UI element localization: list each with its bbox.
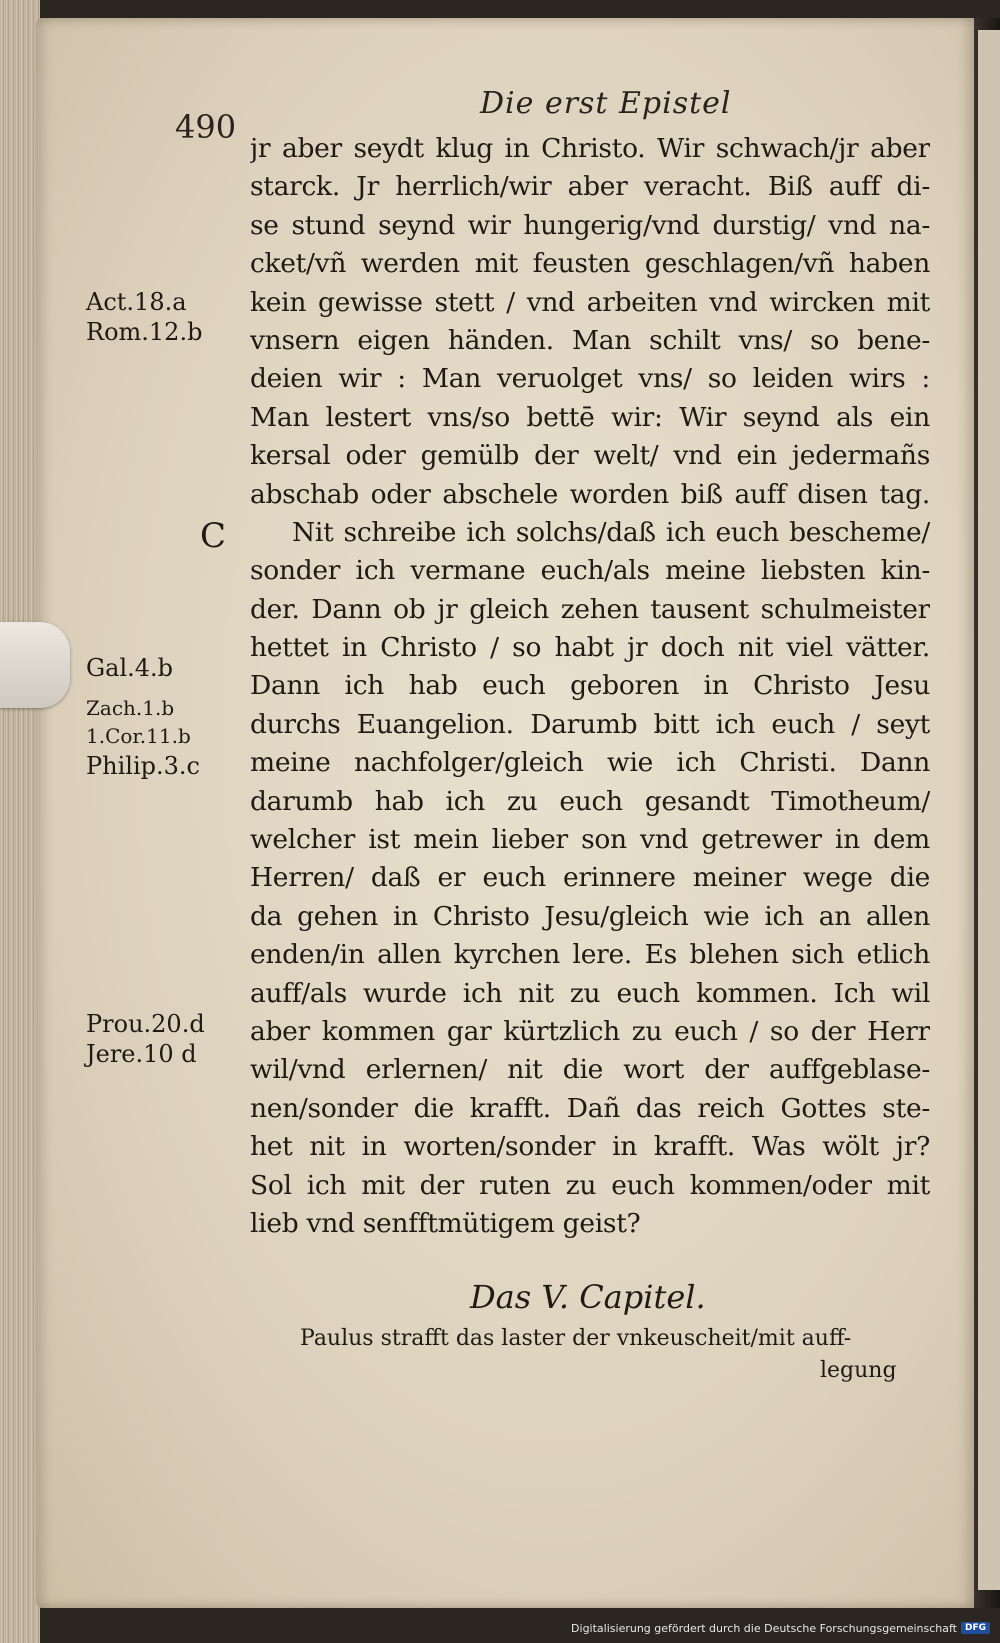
text-line: durchs Euangelion. Darumb bitt ich euch / seyt	[250, 708, 930, 740]
marginal-reference: Jere.10 d	[86, 1040, 197, 1068]
text-line: darumb hab ich zu euch gesandt Timotheum/	[250, 785, 930, 817]
book-page-edges	[0, 0, 40, 1643]
chapter-heading: Das V. Capitel.	[470, 1278, 706, 1316]
text-line: deien wir : Man veruolget vns/ so leiden wirs :	[250, 363, 930, 395]
text-line: sonder ich vermane euch/als meine liebsten kin-	[250, 555, 930, 587]
text-line: kersal oder gemülb der welt/ vnd ein jedermañs	[250, 440, 930, 472]
marginal-reference: Act.18.a	[86, 288, 187, 316]
text-line: auff/als wurde ich nit zu euch kommen. Ich wil	[250, 977, 930, 1009]
text-line: nen/sonder die krafft. Dañ das reich Gottes ste-	[250, 1092, 930, 1124]
text-line: abschab oder abschele worden biß auff disen tag.	[250, 478, 930, 510]
text-line: cket/vñ werden mit feusten geschlagen/vñ haben	[250, 248, 930, 280]
text-line: se stund seynd wir hungerig/vnd durstig/ vnd na-	[250, 209, 930, 241]
text-line: Man lestert vns/so bettē wir: Wir seynd als ein	[250, 401, 930, 433]
text-line: jr aber seydt klug in Christo. Wir schwach/jr aber	[250, 133, 930, 164]
text-line: vnsern eigen händen. Man schilt vns/ so bene-	[250, 324, 930, 356]
chapter-summary-line: legung	[820, 1358, 897, 1383]
text-line: enden/in allen kyrchen lere. Es blehen sich etlich	[250, 939, 930, 971]
chapter-summary-line: Paulus strafft das laster der vnkeuscheit/mit auff-	[300, 1326, 852, 1351]
marginal-reference: Prou.20.d	[86, 1010, 205, 1038]
text-line: starck. Jr herrlich/wir aber veracht. Biß auff di-	[250, 171, 930, 203]
marginal-reference: Zach.1.b	[86, 696, 175, 720]
digitization-footer	[571, 1619, 990, 1637]
text-line: Dann ich hab euch geboren in Christo Jesu	[250, 670, 930, 702]
marginal-reference: Gal.4.b	[86, 654, 174, 682]
text-line: kein gewisse stett / vnd arbeiten vnd wircken mit	[250, 286, 930, 318]
text-line: Nit schreibe ich solchs/daß ich euch bescheme/	[292, 516, 930, 548]
bookmark-tab	[0, 622, 70, 708]
marginal-reference: Philip.3.c	[86, 752, 200, 780]
text-line: meine nachfolger/gleich wie ich Christi. Dann	[250, 747, 930, 779]
section-letter: C	[200, 516, 227, 556]
running-head: Die erst Epistel	[480, 86, 732, 121]
body-text	[250, 130, 930, 1243]
text-line: da gehen in Christo Jesu/gleich wie ich an allen	[250, 900, 930, 932]
text-line: lieb vnd senfftmütigem geist?	[250, 1207, 641, 1239]
text-line: het nit in worten/sonder in krafft. Was wölt jr?	[250, 1131, 930, 1163]
page-number: 490	[175, 108, 237, 146]
text-line: hettet in Christo / so habt jr doch nit viel vätter.	[250, 632, 930, 664]
text-line: der. Dann ob jr gleich zehen tausent schulmeister	[250, 593, 930, 625]
footer-credit: Digitalisierung gefördert durch die Deutsche Forschungsgemeinschaft	[571, 1621, 957, 1635]
marginal-reference: 1.Cor.11.b	[86, 724, 191, 748]
text-line: wil/vnd erlernen/ nit die wort der auffgeblase-	[250, 1054, 930, 1086]
marginal-reference: Rom.12.b	[86, 318, 203, 346]
facing-page-edge	[978, 30, 1000, 1590]
dfg-logo: DFG	[961, 1622, 990, 1634]
text-line: Herren/ daß er euch erinnere meiner wege die	[250, 862, 930, 894]
text-line: welcher ist mein lieber son vnd getrewer in dem	[250, 824, 930, 856]
text-line: Sol ich mit der ruten zu euch kommen/oder mit	[250, 1169, 930, 1201]
text-line: aber kommen gar kürtzlich zu euch / so der Herr	[250, 1015, 930, 1047]
